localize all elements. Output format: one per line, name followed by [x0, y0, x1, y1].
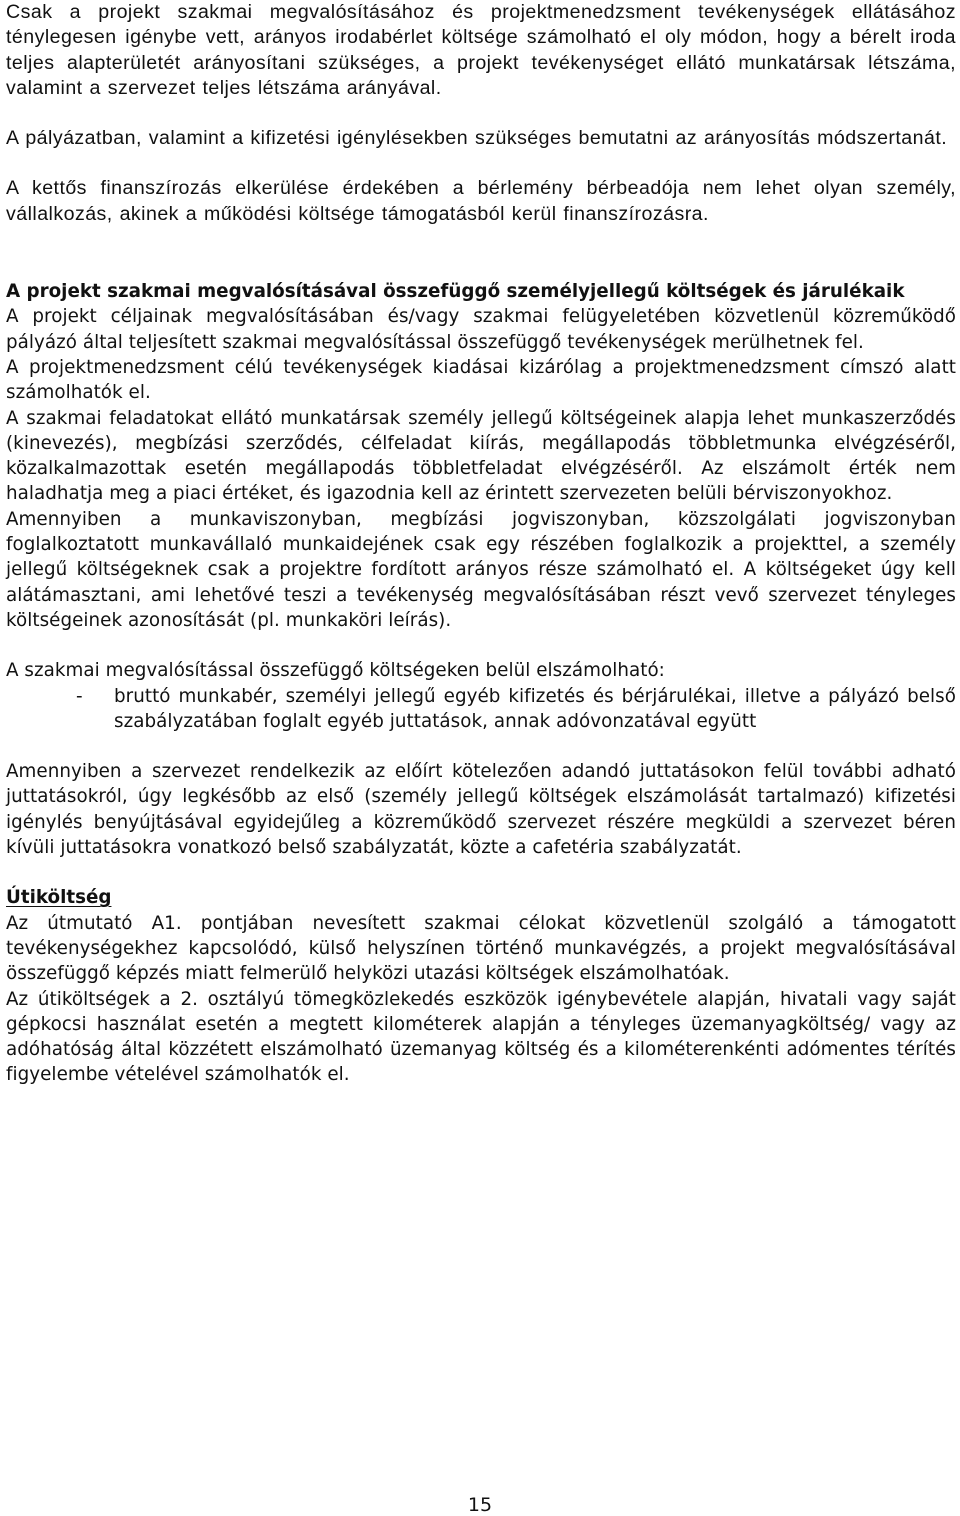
- intro-section: [6, 0, 956, 227]
- section-personnel-costs: [6, 279, 956, 860]
- paragraph-proportion-method: A pályázatban, valamint a kifizetési igénylésekben szükséges bemutatni az arányosítás módszertanát.: [6, 127, 948, 150]
- page-number: 15: [467, 1494, 493, 1516]
- paragraph-office-rent: Csak a projekt szakmai megvalósításához és projektmenedzsment tevékenységek ellátásához ténylegesen igénybe vett, arányos irodabérlet költsége számolható el oly módon, hogy a bérelt iroda teljes alapterületét arányosítani szükséges, a projekt tevékenységet ellátó munkatársak létszáma, valamint a szervezet teljes létszáma arányával.: [6, 1, 956, 99]
- list-dash: -: [76, 685, 83, 707]
- list-intro: A szakmai megvalósítással összefüggő költségeken belül elszámolható:: [6, 660, 665, 682]
- list-item: [6, 684, 956, 735]
- paragraph-travel-2: Az útiköltségek a 2. osztályú tömegközlekedés eszközök igénybevétele alapján, hivatali vagy saját gépkocsi használat esetén a megtett kilométerek alapján a tényleges üzemanyagköltség/ vagy az adóhatóság által közzétett elszámolható üzemanyag költség és a kilométerenkénti adómentes térítés figyelembe vételével számolhatók el.: [6, 988, 956, 1086]
- paragraph-travel-1: Az útmutató A1. pontjában nevesített szakmai célokat közvetlenül szolgáló a támogatott tevékenységekhez kapcsolódó, külső helyszínen történő munkavégzés, a projekt megvalósításával összefüggő képzés miatt felmerülő helyközi utazási költségek elszámolhatóak.: [6, 912, 956, 985]
- section-travel-costs: [6, 885, 956, 1087]
- paragraph-double-financing: A kettős finanszírozás elkerülése érdekében a bérlemény bérbeadója nem lehet olyan személy, vállalkozás, akinek a működési költsége támogatásból kerül finanszírozásra.: [6, 177, 956, 225]
- paragraph-personnel-4: Amennyiben a munkaviszonyban, megbízási jogviszonyban, közszolgálati jogviszonyban foglalkoztatott munkavállaló munkaidejének csak egy részében foglalkozik a projekttel, a személy jellegű költségeknek csak a projektre fordított arányos része számolható el. A költségeket úgy kell alátámasztani, ami lehetővé teszi a tevékenység megvalósításában részt vevő szervezet tényleges költségeinek azonosítását (pl. munkaköri leírás).: [6, 508, 956, 631]
- document-page: [6, 0, 956, 1088]
- paragraph-personnel-3: A szakmai feladatokat ellátó munkatársak személy jellegű költségeinek alapja lehet munkaszerződés (kinevezés), megbízási szerződés, célfeladat kiírás, megállapodás többletmunka elvégzéséről, közalkalmazottak esetén megállapodás többletfeladat elvégzéséről. Az elszámolt érték nem haladhatja meg a piaci értéket, és igazodnia kell az érintett szervezeten belüli bérviszonyokhoz.: [6, 407, 956, 505]
- paragraph-closing: Amennyiben a szervezet rendelkezik az előírt kötelezően adandó juttatásokon felül további adható juttatásokról, úgy legkésőbb az első (személy jellegű költségek elszámolását tartalmazó) kifizetési igénylés benyújtásával egyidejűleg a közreműködő szervezet részére megküldi a szervezet béren kívüli juttatásokra vonatkozó belső szabályzatát, közte a cafetéria szabályzatát.: [6, 761, 956, 859]
- section-heading-personnel: A projekt szakmai megvalósításával összefüggő személyjellegű költségek és járulékaik: [6, 281, 905, 303]
- section-heading-travel: Útiköltség: [6, 887, 112, 909]
- paragraph-personnel-1: A projekt céljainak megvalósításában és/vagy szakmai felügyeletében közvetlenül közreműködő pályázó által teljesített szakmai megvalósítással összefüggő tevékenységek merülhetnek fel.: [6, 306, 956, 353]
- paragraph-personnel-2: A projektmenedzsment célú tevékenységek kiadásai kizárólag a projektmenedzsment címszó alatt számolhatók el.: [6, 356, 956, 404]
- list-item-text: bruttó munkabér, személyi jellegű egyéb kifizetés és bérjárulékai, illetve a pályázó belső szabályzatában foglalt egyéb juttatások, annak adóvonzatával együtt: [114, 685, 956, 732]
